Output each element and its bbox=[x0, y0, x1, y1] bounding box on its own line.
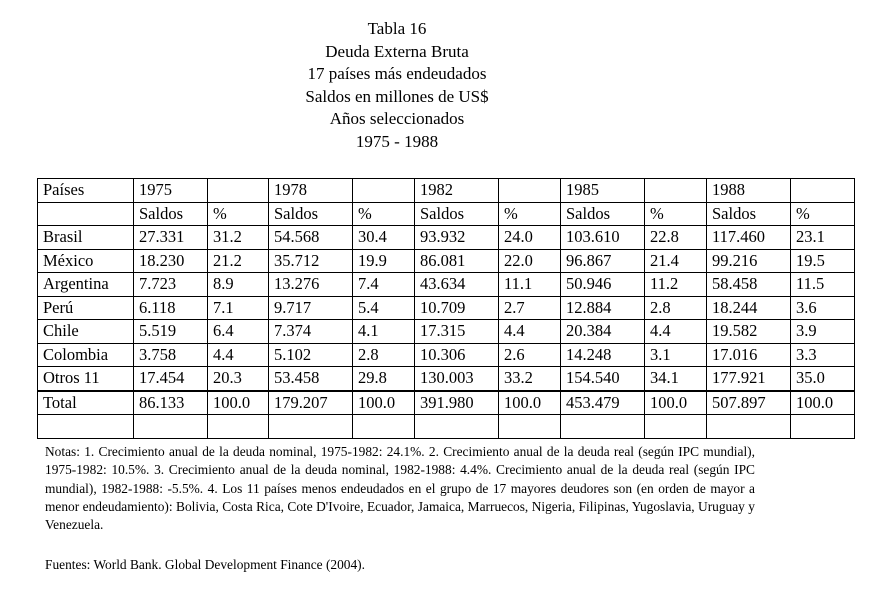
debt-table bbox=[37, 178, 855, 439]
saldo-cell: 53.458 bbox=[269, 367, 353, 391]
pct-cell: 19.9 bbox=[353, 249, 415, 273]
saldo-cell: 86.081 bbox=[415, 249, 499, 273]
saldo-cell: 58.458 bbox=[707, 273, 791, 297]
saldo-cell: 10.709 bbox=[415, 296, 499, 320]
table-notes bbox=[45, 443, 755, 534]
pct-cell: 3.6 bbox=[791, 296, 855, 320]
pct-cell: 30.4 bbox=[353, 226, 415, 250]
pct-header-cell: % bbox=[499, 202, 561, 226]
country-cell: Total bbox=[38, 391, 134, 415]
year-header-cell: 1985 bbox=[561, 179, 645, 203]
pct-cell: 100.0 bbox=[353, 391, 415, 415]
saldo-cell: 86.133 bbox=[134, 391, 208, 415]
pct-cell: 7.1 bbox=[208, 296, 269, 320]
pct-cell: 33.2 bbox=[499, 367, 561, 391]
country-cell: Colombia bbox=[38, 343, 134, 367]
saldo-cell: 17.315 bbox=[415, 320, 499, 344]
notes-text: Notas: 1. Crecimiento anual de la deuda nominal, 1975-1982: 24.1%. 2. Crecimiento anual de la deuda real (según IPC mundial), 1975-1982: 10.5%. 3. Crecimiento anual de la deuda nominal, 1982-1988: 4.4%. Crecimiento anual de la deuda real (según IPC mundial), 1982-1988: -5.5%. 4. Los 11 países menos endeudados en el grupo de 17 mayores deudores son (en orden de mayor a menor endeudamiento): Bolivia, Costa Rica, Cote D'Ivoire, Ecuador, Jamaica, Marruecos, Nigeria, Filipinas, Yugoslavia, Uruguay y Venezuela. bbox=[45, 444, 755, 533]
saldo-cell: 50.946 bbox=[561, 273, 645, 297]
saldo-cell: 35.712 bbox=[269, 249, 353, 273]
pct-cell: 21.4 bbox=[645, 249, 707, 273]
pct-cell: 2.8 bbox=[353, 343, 415, 367]
pct-cell: 21.2 bbox=[208, 249, 269, 273]
title-line: 1975 - 1988 bbox=[355, 131, 439, 151]
saldo-cell: 130.003 bbox=[415, 367, 499, 391]
pct-cell: 5.4 bbox=[353, 296, 415, 320]
pct-cell: 31.2 bbox=[208, 226, 269, 250]
saldo-cell: 103.610 bbox=[561, 226, 645, 250]
pct-cell: 4.4 bbox=[208, 343, 269, 367]
year-header-cell: 1982 bbox=[415, 179, 499, 203]
saldo-cell: 19.582 bbox=[707, 320, 791, 344]
saldo-cell: 179.207 bbox=[269, 391, 353, 415]
saldos-header-cell: Saldos bbox=[707, 202, 791, 226]
saldo-cell: 177.921 bbox=[707, 367, 791, 391]
table-row bbox=[38, 320, 855, 344]
saldos-header-cell: Saldos bbox=[561, 202, 645, 226]
saldo-cell: 14.248 bbox=[561, 343, 645, 367]
year-header-cell: 1978 bbox=[269, 179, 353, 203]
table-row bbox=[38, 296, 855, 320]
pct-cell: 3.1 bbox=[645, 343, 707, 367]
saldo-cell: 9.717 bbox=[269, 296, 353, 320]
pct-cell: 7.4 bbox=[353, 273, 415, 297]
saldo-cell: 43.634 bbox=[415, 273, 499, 297]
table-row bbox=[38, 249, 855, 273]
pct-cell: 2.6 bbox=[499, 343, 561, 367]
pct-cell: 2.7 bbox=[499, 296, 561, 320]
country-cell: Argentina bbox=[38, 273, 134, 297]
corner-header-cell: Países bbox=[38, 179, 134, 203]
saldo-cell: 453.479 bbox=[561, 391, 645, 415]
pct-cell: 3.9 bbox=[791, 320, 855, 344]
saldo-cell: 5.519 bbox=[134, 320, 208, 344]
saldo-cell: 20.384 bbox=[561, 320, 645, 344]
saldo-cell: 6.118 bbox=[134, 296, 208, 320]
table-row bbox=[38, 273, 855, 297]
saldo-cell: 391.980 bbox=[415, 391, 499, 415]
saldo-cell: 117.460 bbox=[707, 226, 791, 250]
title-line: 17 países más endeudados bbox=[307, 64, 487, 83]
pct-cell: 23.1 bbox=[791, 226, 855, 250]
pct-cell: 11.5 bbox=[791, 273, 855, 297]
pct-cell: 4.1 bbox=[353, 320, 415, 344]
saldo-cell: 507.897 bbox=[707, 391, 791, 415]
pct-cell: 100.0 bbox=[791, 391, 855, 415]
pct-header-cell: % bbox=[645, 202, 707, 226]
saldo-cell: 7.723 bbox=[134, 273, 208, 297]
pct-cell: 100.0 bbox=[499, 391, 561, 415]
pct-cell: 19.5 bbox=[791, 249, 855, 273]
saldo-cell: 17.016 bbox=[707, 343, 791, 367]
year-header-cell: 1975 bbox=[134, 179, 208, 203]
pct-cell: 4.4 bbox=[499, 320, 561, 344]
country-cell: Brasil bbox=[38, 226, 134, 250]
saldo-cell: 27.331 bbox=[134, 226, 208, 250]
saldo-cell: 93.932 bbox=[415, 226, 499, 250]
pct-header-cell: % bbox=[791, 202, 855, 226]
saldo-cell: 54.568 bbox=[269, 226, 353, 250]
pct-cell: 11.2 bbox=[645, 273, 707, 297]
pct-cell: 8.9 bbox=[208, 273, 269, 297]
table-sources: Fuentes: World Bank. Global Development Finance (2004). bbox=[45, 557, 365, 572]
saldo-cell: 18.244 bbox=[707, 296, 791, 320]
title-line: Saldos en millones de US$ bbox=[305, 86, 489, 106]
saldo-cell: 7.374 bbox=[269, 320, 353, 344]
saldo-cell: 5.102 bbox=[269, 343, 353, 367]
pct-cell: 100.0 bbox=[645, 391, 707, 415]
title-line: Deuda Externa Bruta bbox=[325, 41, 469, 61]
pct-cell: 22.0 bbox=[499, 249, 561, 273]
saldos-header-cell: Saldos bbox=[134, 202, 208, 226]
pct-cell: 3.3 bbox=[791, 343, 855, 367]
pct-header-cell: % bbox=[208, 202, 269, 226]
saldos-header-cell: Saldos bbox=[415, 202, 499, 226]
subheader-row bbox=[38, 202, 855, 226]
table-title-block bbox=[0, 18, 794, 153]
title-line: Años seleccionados bbox=[329, 109, 465, 128]
pct-cell: 29.8 bbox=[353, 367, 415, 391]
saldo-cell: 10.306 bbox=[415, 343, 499, 367]
saldo-cell: 12.884 bbox=[561, 296, 645, 320]
country-cell: Chile bbox=[38, 320, 134, 344]
year-header-row bbox=[38, 179, 855, 203]
year-header-cell: 1988 bbox=[707, 179, 791, 203]
pct-cell: 35.0 bbox=[791, 367, 855, 391]
saldos-header-cell: Saldos bbox=[269, 202, 353, 226]
pct-cell: 6.4 bbox=[208, 320, 269, 344]
pct-cell: 24.0 bbox=[499, 226, 561, 250]
pct-header-cell: % bbox=[353, 202, 415, 226]
pct-cell: 2.8 bbox=[645, 296, 707, 320]
saldo-cell: 154.540 bbox=[561, 367, 645, 391]
table-row bbox=[38, 367, 855, 391]
pct-cell: 34.1 bbox=[645, 367, 707, 391]
pct-cell: 4.4 bbox=[645, 320, 707, 344]
pct-cell: 22.8 bbox=[645, 226, 707, 250]
saldo-cell: 96.867 bbox=[561, 249, 645, 273]
saldo-cell: 17.454 bbox=[134, 367, 208, 391]
pct-cell: 11.1 bbox=[499, 273, 561, 297]
country-cell: Otros 11 bbox=[38, 367, 134, 391]
title-line: Tabla 16 bbox=[367, 19, 427, 38]
pct-cell: 100.0 bbox=[208, 391, 269, 415]
table-row bbox=[38, 226, 855, 250]
country-cell: Perú bbox=[38, 296, 134, 320]
saldo-cell: 99.216 bbox=[707, 249, 791, 273]
saldo-cell: 13.276 bbox=[269, 273, 353, 297]
total-row bbox=[38, 391, 855, 415]
table-row bbox=[38, 343, 855, 367]
empty-row bbox=[38, 415, 855, 439]
country-cell: México bbox=[38, 249, 134, 273]
saldo-cell: 3.758 bbox=[134, 343, 208, 367]
pct-cell: 20.3 bbox=[208, 367, 269, 391]
saldo-cell: 18.230 bbox=[134, 249, 208, 273]
